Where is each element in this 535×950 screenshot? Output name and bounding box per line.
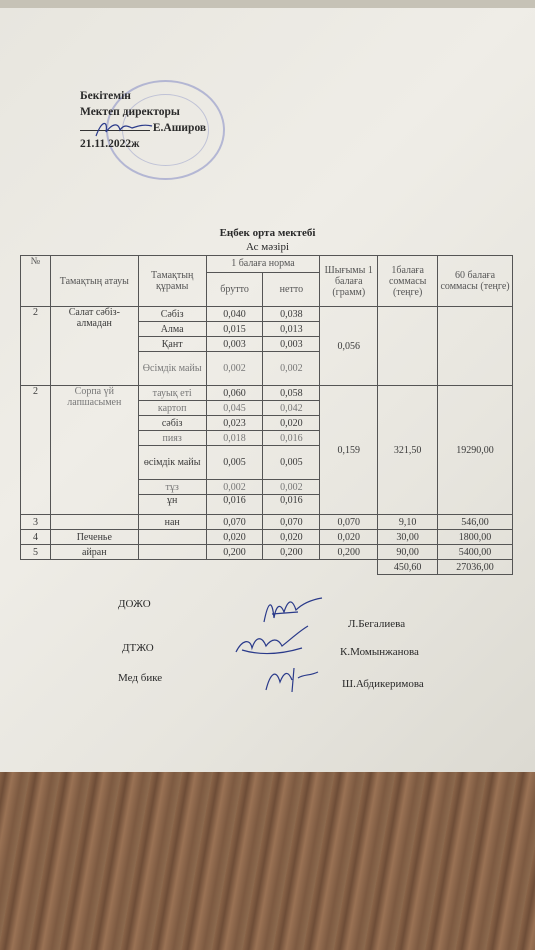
signature-name: Ш.Абдикеримова: [342, 678, 424, 690]
ingredient-name: ұн: [138, 495, 206, 515]
row-name: Печенье: [50, 530, 138, 545]
ingredient-name: Өсімдік майы: [138, 352, 206, 386]
ingredient-brutto: 0,045: [206, 401, 263, 416]
ingredient-name: Алма: [138, 322, 206, 337]
row-yield: 0,200: [320, 545, 378, 560]
row-name: айран: [50, 545, 138, 560]
row-cost60: 546,00: [438, 515, 513, 530]
ingredient-brutto: 0,003: [206, 337, 263, 352]
row-cost60: 5400,00: [438, 545, 513, 560]
ingredient-brutto: 0,005: [206, 446, 263, 480]
header-dish: Тамақтың атауы: [50, 256, 138, 307]
soup-name: Сорпа үй лапшасымен: [50, 386, 138, 515]
row-brutto: 0,200: [206, 545, 263, 560]
ingredient-netto: 0,016: [263, 431, 320, 446]
approval-line-2: Мектеп директоры: [80, 106, 180, 118]
signature-role: ДОЖО: [118, 598, 151, 610]
ingredient-netto: 0,002: [263, 480, 320, 495]
ingredient-netto: 0,005: [263, 446, 320, 480]
row-yield: 0,020: [320, 530, 378, 545]
table-row: [21, 515, 513, 530]
ingredient-netto: 0,016: [263, 495, 320, 515]
row-composition: [138, 545, 206, 560]
row-composition: [138, 530, 206, 545]
ingredient-brutto: 0,015: [206, 322, 263, 337]
ingredient-brutto: 0,016: [206, 495, 263, 515]
row-cost1: 9,10: [378, 515, 438, 530]
header-cost60: 60 балаға соммасы (теңге): [438, 256, 513, 307]
row-cost1: 30,00: [378, 530, 438, 545]
row-brutto: 0,020: [206, 530, 263, 545]
row-num: 4: [21, 530, 51, 545]
soup-cost1: 321,50: [378, 386, 438, 515]
row-brutto: 0,070: [206, 515, 263, 530]
row-cost60: 1800,00: [438, 530, 513, 545]
signature-role: Мед бике: [118, 672, 163, 684]
school-title: Еңбек орта мектебі: [219, 227, 316, 239]
wooden-floor: [0, 770, 535, 950]
ingredient-name: өсімдік майы: [138, 446, 206, 480]
signature-role: ДТЖО: [122, 642, 154, 654]
table-row: [21, 545, 513, 560]
director-signature: [94, 116, 154, 140]
soup-cost60: 19290,00: [438, 386, 513, 515]
menu-table: [20, 255, 513, 575]
soup-yield: 0,159: [320, 386, 378, 515]
ingredient-netto: 0,020: [263, 416, 320, 431]
ingredient-name: пияз: [138, 431, 206, 446]
header-norm: 1 балаға норма: [206, 256, 320, 273]
ingredient-name: сәбіз: [138, 416, 206, 431]
ingredient-name: Сәбіз: [138, 307, 206, 322]
row-cost1: 90,00: [378, 545, 438, 560]
menu-title: Ас мәзірі: [245, 241, 290, 253]
table-row: [21, 386, 513, 401]
row-num: 5: [21, 545, 51, 560]
totals-row: [21, 560, 513, 575]
ingredient-netto: 0,013: [263, 322, 320, 337]
ingredient-name: Қант: [138, 337, 206, 352]
approval-line-1: Бекітемін: [80, 90, 131, 102]
ingredient-brutto: 0,018: [206, 431, 263, 446]
salad-cost1: [378, 307, 438, 386]
header-brutto: брутто: [206, 272, 263, 306]
ingredient-brutto: 0,002: [206, 352, 263, 386]
salad-name: Салат сәбіз-алмадан: [50, 307, 138, 386]
ingredient-name: картоп: [138, 401, 206, 416]
director-name: Е.Аширов: [152, 122, 207, 134]
row-netto: 0,200: [263, 545, 320, 560]
ingredient-brutto: 0,023: [206, 416, 263, 431]
row-netto: 0,070: [263, 515, 320, 530]
salad-cost60: [438, 307, 513, 386]
table-row: [21, 530, 513, 545]
header-composition: Тамақтың құрамы: [138, 256, 206, 307]
row-yield: 0,070: [320, 515, 378, 530]
ingredient-netto: 0,058: [263, 386, 320, 401]
signature-name: К.Момынжанова: [340, 646, 419, 658]
header-yield: Шығымы 1 балаға (грамм): [320, 256, 378, 307]
row-name: [50, 515, 138, 530]
table-header-row: [21, 256, 513, 273]
handwritten-signature: [232, 622, 312, 662]
signature-block: [0, 590, 535, 710]
ingredient-name: тауық еті: [138, 386, 206, 401]
ingredient-brutto: 0,060: [206, 386, 263, 401]
ingredient-brutto: 0,040: [206, 307, 263, 322]
totals-spacer: [21, 560, 378, 575]
ingredient-netto: 0,038: [263, 307, 320, 322]
ingredient-netto: 0,002: [263, 352, 320, 386]
ingredient-netto: 0,003: [263, 337, 320, 352]
soup-num: 2: [21, 386, 51, 515]
row-composition: нан: [138, 515, 206, 530]
salad-yield: 0,056: [320, 307, 378, 386]
table-row: [21, 307, 513, 322]
row-num: 3: [21, 515, 51, 530]
total-cost1: 450,60: [378, 560, 438, 575]
total-cost60: 27036,00: [438, 560, 513, 575]
handwritten-signature: [262, 662, 322, 696]
signature-name: Л.Бегалиева: [348, 618, 406, 630]
ingredient-netto: 0,042: [263, 401, 320, 416]
header-netto: нетто: [263, 272, 320, 306]
ingredient-brutto: 0,002: [206, 480, 263, 495]
salad-num: 2: [21, 307, 51, 386]
approval-date: 21.11.2022ж: [80, 138, 140, 150]
row-netto: 0,020: [263, 530, 320, 545]
header-cost1: 1балаға соммасы (теңге): [378, 256, 438, 307]
header-num: №: [21, 256, 51, 307]
ingredient-name: тұз: [138, 480, 206, 495]
